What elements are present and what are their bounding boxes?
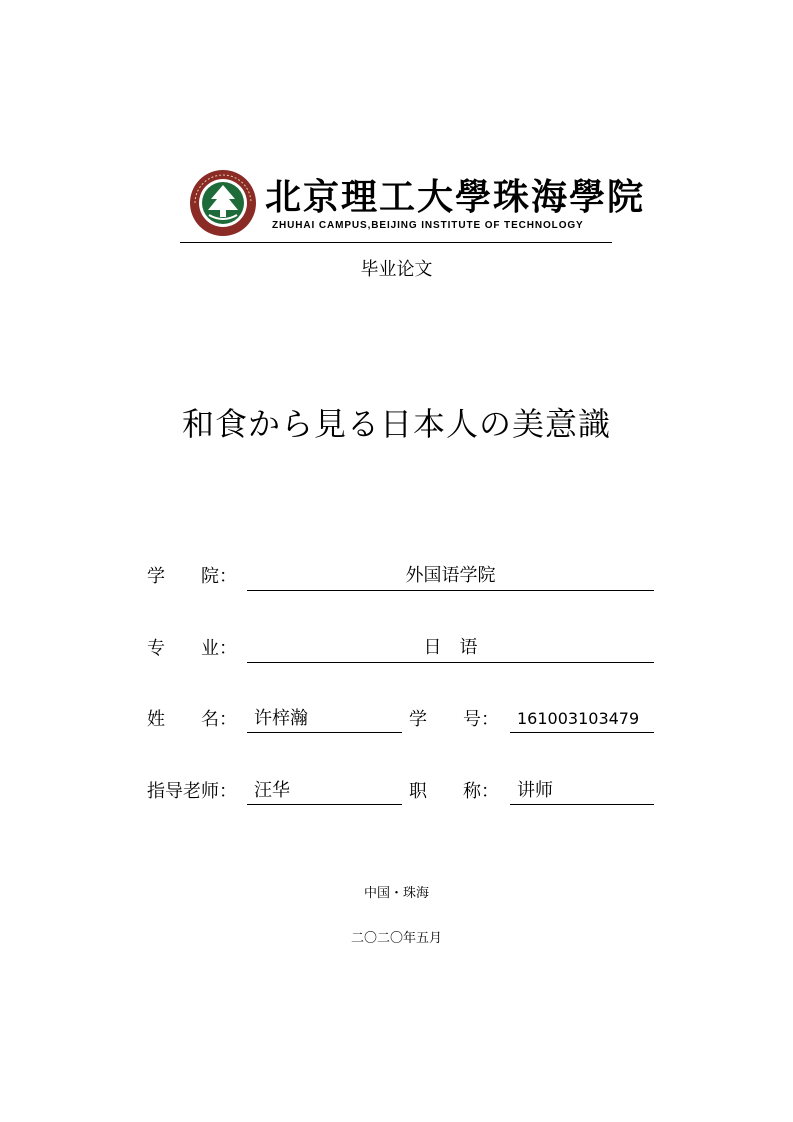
advisor-label: 指导老师：	[147, 781, 237, 802]
advisor-field: 汪华	[247, 779, 402, 805]
place-text: 中国・珠海	[363, 886, 429, 901]
university-seal-logo	[189, 169, 257, 237]
rank-label: 职 称：	[409, 781, 499, 802]
name-field: 许梓瀚	[247, 707, 402, 733]
date-text: 二〇二〇年五月	[350, 931, 442, 946]
thesis-title: 和食から見る日本人の美意識	[181, 405, 611, 443]
rank-field: 讲师	[510, 779, 654, 805]
student-id-field: 161003103479	[510, 707, 654, 733]
major-field: 日 语	[247, 636, 654, 663]
university-name-en: ZHUHAI CAMPUS,BEIJING INSTITUTE OF TECHNOLOGY	[272, 220, 584, 231]
header-divider	[180, 242, 612, 243]
college-label: 学 院：	[147, 566, 237, 587]
name-label: 姓 名：	[147, 709, 237, 730]
major-label: 专 业：	[147, 638, 237, 659]
document-type: 毕业论文	[360, 259, 433, 280]
university-name-cn: 北京理工大學珠海學院	[265, 177, 646, 218]
student-id-label: 学 号：	[409, 709, 499, 730]
college-field: 外国语学院	[247, 564, 654, 591]
